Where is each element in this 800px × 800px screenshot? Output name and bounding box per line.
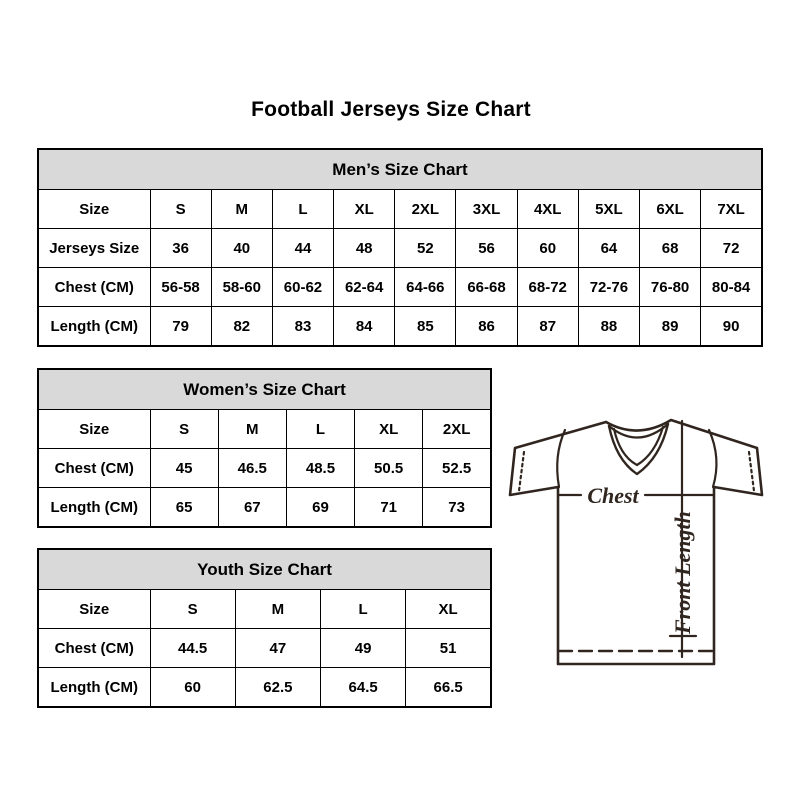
table-cell: 2XL: [423, 410, 491, 449]
table-cell: 64: [578, 229, 639, 268]
row-label: Chest (CM): [38, 629, 150, 668]
table-cell: 2XL: [395, 190, 456, 229]
row-label: Size: [38, 590, 150, 629]
table-row: [38, 590, 491, 629]
left-sleeve-dotted-line: [519, 452, 524, 491]
right-sleeve-dotted-line: [749, 452, 754, 491]
table-cell: 6XL: [640, 190, 701, 229]
table-cell: 80-84: [701, 268, 762, 307]
table-cell: 50.5: [355, 449, 423, 488]
mens-table-body: [38, 190, 762, 347]
table-cell: 62-64: [334, 268, 395, 307]
table-cell: 76-80: [640, 268, 701, 307]
table-cell: 62.5: [235, 668, 320, 708]
table-cell: 51: [406, 629, 491, 668]
table-cell: 65: [150, 488, 218, 528]
table-cell: 69: [286, 488, 354, 528]
table-cell: 68-72: [517, 268, 578, 307]
table-cell: 52.5: [423, 449, 491, 488]
table-cell: L: [286, 410, 354, 449]
table-cell: 56: [456, 229, 517, 268]
table-cell: 88: [578, 307, 639, 347]
table-cell: 73: [423, 488, 491, 528]
table-cell: 56-58: [150, 268, 211, 307]
table-title-row: [38, 149, 762, 190]
table-cell: 89: [640, 307, 701, 347]
table-cell: 7XL: [701, 190, 762, 229]
page-title: Football Jerseys Size Chart: [251, 98, 531, 121]
table-row: [38, 488, 491, 528]
table-cell: 44: [272, 229, 333, 268]
table-cell: 5XL: [578, 190, 639, 229]
youth-table-title: Youth Size Chart: [38, 549, 491, 590]
table-cell: 48.5: [286, 449, 354, 488]
table-title-row: [38, 369, 491, 410]
jersey-outline: [510, 420, 762, 664]
table-cell: 64-66: [395, 268, 456, 307]
jersey-measurement-diagram: [503, 398, 773, 693]
table-cell: 68: [640, 229, 701, 268]
table-title-row: [38, 549, 491, 590]
table-cell: 49: [321, 629, 406, 668]
table-cell: 52: [395, 229, 456, 268]
table-cell: 66.5: [406, 668, 491, 708]
table-cell: 45: [150, 449, 218, 488]
table-cell: M: [235, 590, 320, 629]
table-cell: 82: [211, 307, 272, 347]
table-cell: M: [211, 190, 272, 229]
row-label: Size: [38, 410, 150, 449]
womens-size-table: [37, 368, 492, 528]
table-cell: S: [150, 190, 211, 229]
row-label: Jerseys Size: [38, 229, 150, 268]
table-cell: 3XL: [456, 190, 517, 229]
chest-label: Chest: [587, 483, 639, 508]
front-length-label: Front Length: [670, 511, 695, 634]
table-cell: 64.5: [321, 668, 406, 708]
row-label: Length (CM): [38, 488, 150, 528]
table-cell: 46.5: [218, 449, 286, 488]
table-cell: 60: [150, 668, 235, 708]
womens-table-title: Women’s Size Chart: [38, 369, 491, 410]
mens-size-table: [37, 148, 763, 347]
table-row: [38, 449, 491, 488]
table-cell: 86: [456, 307, 517, 347]
measurement-lines: [519, 421, 754, 657]
table-cell: 84: [334, 307, 395, 347]
table-cell: 58-60: [211, 268, 272, 307]
table-row: [38, 307, 762, 347]
table-cell: 66-68: [456, 268, 517, 307]
table-cell: 72-76: [578, 268, 639, 307]
table-cell: 48: [334, 229, 395, 268]
table-row: [38, 190, 762, 229]
row-label: Length (CM): [38, 307, 150, 347]
table-cell: 60: [517, 229, 578, 268]
table-row: [38, 268, 762, 307]
table-cell: 79: [150, 307, 211, 347]
table-cell: 87: [517, 307, 578, 347]
table-cell: M: [218, 410, 286, 449]
table-row: [38, 629, 491, 668]
table-cell: 83: [272, 307, 333, 347]
table-row: [38, 410, 491, 449]
row-label: Length (CM): [38, 668, 150, 708]
table-cell: XL: [334, 190, 395, 229]
table-cell: L: [272, 190, 333, 229]
table-cell: 47: [235, 629, 320, 668]
table-cell: 40: [211, 229, 272, 268]
table-cell: S: [150, 410, 218, 449]
jersey-diagram-icon: [503, 398, 773, 693]
table-cell: 72: [701, 229, 762, 268]
table-cell: S: [150, 590, 235, 629]
mens-table-title: Men’s Size Chart: [38, 149, 762, 190]
table-cell: 90: [701, 307, 762, 347]
table-row: [38, 668, 491, 708]
table-cell: XL: [406, 590, 491, 629]
table-cell: 60-62: [272, 268, 333, 307]
table-cell: 85: [395, 307, 456, 347]
table-cell: 36: [150, 229, 211, 268]
youth-size-table: [37, 548, 492, 708]
table-cell: XL: [355, 410, 423, 449]
table-cell: 67: [218, 488, 286, 528]
table-cell: L: [321, 590, 406, 629]
table-cell: 44.5: [150, 629, 235, 668]
womens-table-body: [38, 410, 491, 528]
youth-table-body: [38, 590, 491, 708]
row-label: Chest (CM): [38, 268, 150, 307]
row-label: Size: [38, 190, 150, 229]
row-label: Chest (CM): [38, 449, 150, 488]
table-row: [38, 229, 762, 268]
table-cell: 4XL: [517, 190, 578, 229]
table-cell: 71: [355, 488, 423, 528]
